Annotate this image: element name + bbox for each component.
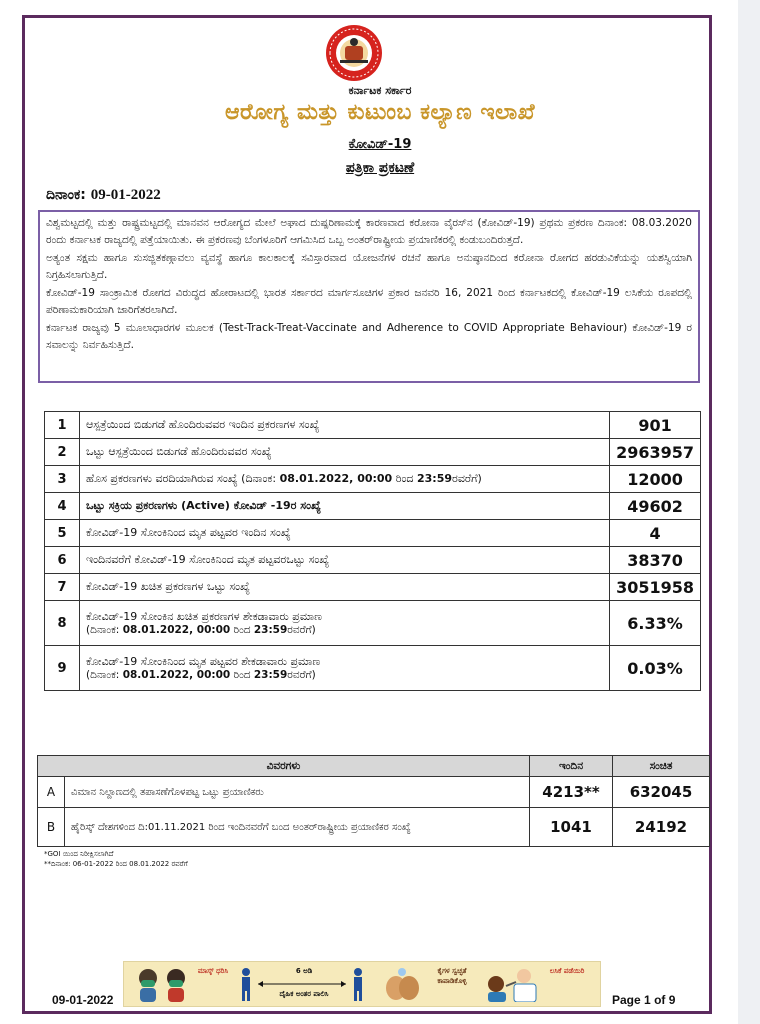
row-value: 49602 [610,493,701,520]
intro-paragraph: ಅತ್ಯಂತ ಸಕ್ಷಮ ಹಾಗೂ ಸುಸಜ್ಜಿತಕಣ್ಗಾವಲು ವ್ಯವಸ್ಥೆ ಹಾಗೂ ಕಾಲಕಾಲಕ್ಕೆ ಸವಿಸ್ತಾರವಾದ ಯೋಜನೆಗಳ ರಚನೆ ಹಾಗೂ ಅನುಷ್ಠಾನದಿಂದ ಕರೋನಾ ರೋಗದ ಹರಡುವಿಕೆಯನ್ನು ಯಶಸ್ವಿಯಾಗಿ ನಿಗ್ರಹಿಸಲಾಗುತ್ತಿದೆ. [46,252,692,281]
header-today: ಇಂದಿನ [530,756,613,777]
row-number: 6 [45,547,80,574]
release-date [46,187,161,204]
row-today: 4213** [530,777,613,808]
row-letter: B [38,808,65,847]
page-indicator [612,993,675,1007]
row-number: 2 [45,439,80,466]
covid-stats-table [44,411,701,691]
row-value: 12000 [610,466,701,493]
row-number: 4 [45,493,80,520]
government-line: ಕರ್ನಾಟಕ ಸರ್ಕಾರ [348,84,412,97]
header-cumulative: ಸಂಚಿತ [613,756,710,777]
row-cumulative: 24192 [613,808,710,847]
awareness-banner [123,961,601,1007]
page-of: of [654,993,666,1007]
row-value: 0.03% [610,646,701,691]
row-label: ಹೈರಿಸ್ಕ್ ದೇಶಗಳಿಂದ ದಿ:01.11.2021 ರಿಂದ ಇಂದಿನವರೆಗೆ ಬಂದ ಅಂತರ್‌ರಾಷ್ಟ್ರೀಯ ಪ್ರಯಾಣಿಕರ ಸಂಖ್ಯೆ [65,808,530,847]
table-header-row [38,756,710,777]
travel-summary-table [37,755,710,847]
government-emblem-logo [316,24,392,82]
row-number: 5 [45,520,80,547]
row-label: ಕೋವಿಡ್-19 ಸೋಂಕಿನಿಂದ ಮೃತ ಪಟ್ಟವರ ಇಂದಿನ ಸಂಖ್ಯೆ [80,520,610,547]
page-number: 1 [644,993,651,1007]
hand-hygiene-caption: ಕೈಗಳ ಸ್ವಚ್ಛತೆ ಕಾಪಾಡಿಕೊಳ್ಳಿ [437,967,467,985]
intro-paragraph: ಕರ್ನಾಟಕ ರಾಜ್ಯವು 5 ಮೂಲಾಧಾರಗಳ ಮೂಲಕ (Test-Track-Treat-Vaccinate and Adherence to COVID Appropriate Behaviour) ಕೋವಿಡ್-19 ರ ಸವಾಲನ್ನು ನಿರ್ವಹಿಸುತ್ತಿದೆ. [46,322,692,351]
distance-value: 6 ಅಡಿ [295,967,313,975]
row-label: ಕೋವಿಡ್-19 ಸೋಂಕಿನಿಂದ ಮೃತ ಪಟ್ಟವರ ಶೇಕಡಾವಾರು ಪ್ರಮಾಣ (ದಿನಾಂಕ: 08.01.2022, 00:00 ರಿಂದ 23:59ರವರೆಗೆ) [80,646,610,691]
footnote: **ದಿನಾಂಕ: 06-01-2022 ರಿಂದ 08.01.2022 ರವರೆಗೆ [44,860,188,868]
row-label: ಹೊಸ ಪ್ರಕರಣಗಳು ವರದಿಯಾಗಿರುವ ಸಂಖ್ಯೆ (ದಿನಾಂಕ: 08.01.2022, 00:00 ರಿಂದ 23:59ರವರೆಗೆ) [80,466,610,493]
footer-date: 09-01-2022 [52,993,114,1007]
table-row [45,574,701,601]
intro-box [38,210,700,383]
row-value: 6.33% [610,601,701,646]
table-row [45,412,701,439]
subject-heading: ಕೋವಿಡ್-19 [348,137,412,152]
date-value: 09-01-2022 [90,187,161,203]
department-title: ಆರೋಗ್ಯ ಮತ್ತು ಕುಟುಂಬ ಕಲ್ಯಾಣ ಇಲಾಖೆ [224,100,536,125]
row-number: 3 [45,466,80,493]
table-row [38,777,710,808]
vaccine-caption: ಲಸಿಕೆ ಪಡೆಯಿರಿ [549,967,585,975]
row-label: ಇಂದಿನವರೆಗೆ ಕೋವಿಡ್-19 ಸೋಂಕಿನಿಂದ ಮೃತ ಪಟ್ಟವರಒಟ್ಟು ಸಂಖ್ಯೆ [80,547,610,574]
row-label: ಆಸ್ಪತ್ರೆಯಿಂದ ಬಿಡುಗಡೆ ಹೊಂದಿರುವವರ ಇಂದಿನ ಪ್ರಕರಣಗಳ ಸಂಖ್ಯೆ [80,412,610,439]
table-row [38,808,710,847]
row-number: 8 [45,601,80,646]
row-today: 1041 [530,808,613,847]
row-letter: A [38,777,65,808]
row-value: 38370 [610,547,701,574]
row-cumulative: 632045 [613,777,710,808]
intro-paragraph: ಕೋವಿಡ್-19 ಸಾಂಕ್ರಾಮಿಕ ರೋಗದ ವಿರುದ್ಧದ ಹೋರಾಟದಲ್ಲಿ ಭಾರತ ಸರ್ಕಾರದ ಮಾರ್ಗಸೂಚಿಗಳ ಪ್ರಕಾರ ಜನವರಿ 16, 2021 ರಿಂದ ಕರ್ನಾಟಕದಲ್ಲಿ ಕೋವಿಡ್-19 ಲಸಿಕೆಯ ರೂಪದಲ್ಲಿ ಪರಿಣಾಮಕಾರಿಯಾಗಿ ಜಾರಿಗೆತರಲಾಗಿದೆ. [46,287,692,316]
press-release-heading: ಪತ್ರಿಕಾ ಪ್ರಕಟಣೆ [345,160,415,176]
page-label: Page [612,993,641,1007]
header-details: ವಿವರಗಳು [38,756,530,777]
row-label: ಒಟ್ಟು ಸಕ್ರಿಯ ಪ್ರಕರಣಗಳು (Active) ಕೋವಿಡ್ -19ರ ಸಂಖ್ಯೆ [80,493,610,520]
table-row [45,439,701,466]
date-label: ದಿನಾಂಕ: [46,187,86,203]
row-label: ಕೋವಿಡ್-19 ಸೋಂಕಿನ ಖಚಿತ ಪ್ರಕರಣಗಳ ಶೇಕಡಾವಾರು ಪ್ರಮಾಣ (ದಿನಾಂಕ: 08.01.2022, 00:00 ರಿಂದ 23:59ರವರೆಗೆ) [80,601,610,646]
table-row [45,547,701,574]
row-value: 2963957 [610,439,701,466]
vaccination-icon [482,966,542,1002]
row-label: ಒಟ್ಟು ಆಸ್ಪತ್ರೆಯಿಂದ ಬಿಡುಗಡೆ ಹೊಂದಿರುವವರ ಸಂಖ್ಯೆ [80,439,610,466]
hand-wash-icon [382,966,422,1002]
row-value: 901 [610,412,701,439]
table-row [45,493,701,520]
table-row [45,466,701,493]
row-number: 9 [45,646,80,691]
row-label: ವಿಮಾನ ನಿಲ್ದಾಣದಲ್ಲಿ ತಪಾಸಣೆಗೊಳಪಟ್ಟ ಒಟ್ಟು ಪ್ರಯಾಣಿಕರು [65,777,530,808]
table-row [45,646,701,691]
row-number: 1 [45,412,80,439]
right-scroll-gutter [738,0,760,1024]
row-label: ಕೋವಿಡ್-19 ಖಚಿತ ಪ್ರಕರಣಗಳ ಒಟ್ಟು ಸಂಖ್ಯೆ [80,574,610,601]
row-number: 7 [45,574,80,601]
footnote: *GOI ಯಿಂದ ನಿರೀಕ್ಷಿಸಲಾಗಿದೆ [44,850,114,858]
table-row [45,520,701,547]
row-value: 4 [610,520,701,547]
page-total: 9 [668,993,676,1007]
mask-people-icon [134,966,196,1002]
distance-caption: ದೈಹಿಕ ಅಂತರ ಪಾಲಿಸಿ [279,990,329,998]
intro-paragraph: ವಿಶ್ವಮಟ್ಟದಲ್ಲಿ ಮತ್ತು ರಾಷ್ಟ್ರಮಟ್ಟದಲ್ಲಿ ಮಾನವನ ಆರೋಗ್ಯದ ಮೇಲೆ ಅಘಾದ ದುಷ್ಪರಿಣಾಮಕ್ಕೆ ಕಾರಣವಾದ ಕರೋನಾ ವೈರಸ್‌ನ (ಕೋವಿಡ್-19) ಪ್ರಥಮ ಪ್ರಕರಣ ದಿನಾಂಕ: 08.03.2020 ರಂದು ಕರ್ನಾಟಕ ರಾಜ್ಯದಲ್ಲಿ ಪತ್ತೆಯಾಯಿತು. ಈ ಪ್ರಕರಣವು ಬೆಂಗಳೂರಿಗೆ ಆಗಮಿಸಿದ ಒಬ್ಬ ಅಂತರ್‌ರಾಷ್ಟ್ರೀಯ ಪ್ರಯಾಣಿಕರಲ್ಲಿ ಕಂಡುಬಂದಿರುತ್ತದೆ. [46,217,692,246]
mask-caption: ಮಾಸ್ಕ್ ಧರಿಸಿ [197,967,229,975]
table-row [45,601,701,646]
row-value: 3051958 [610,574,701,601]
